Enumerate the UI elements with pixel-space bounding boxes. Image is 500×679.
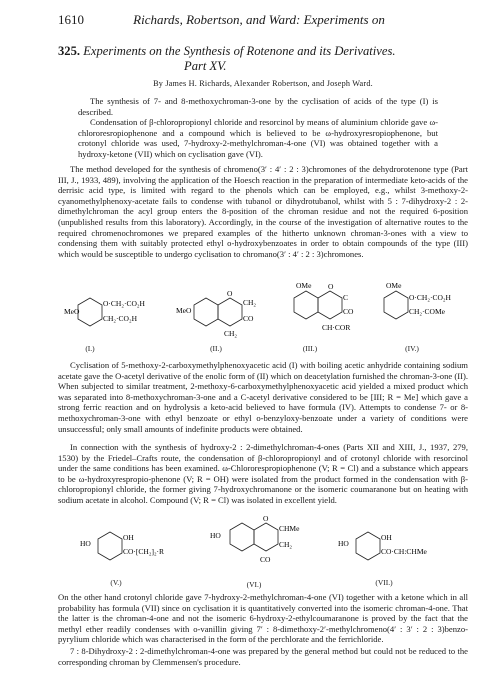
structure-I-drawing [64,290,164,340]
article-number: 325. [58,44,81,58]
structure-III-o: O [328,282,334,291]
structure-II-label: (II.) [210,344,222,353]
structure-IV-label: (IV.) [405,344,419,353]
structure-VII-label: (VII.) [375,578,393,587]
structure-IV-sub1: O·CH₂·CO₂H [409,293,451,302]
structure-III-chcor: CH·COR [322,323,351,332]
structure-III-c: C [343,293,349,302]
structure-III [280,280,360,344]
structure-II-ch2a: CH₂ [243,298,257,307]
structure-VI-ch2: CH₂ [279,540,293,549]
structure-II [176,288,256,344]
authors: By James H. Richards, Alexander Robertson, and Joseph Ward. [153,79,373,88]
structure-VII-ho: HO [338,539,349,548]
structure-II-ch2b: CH₂ [224,329,238,338]
abstract-paragraph: Condensation of β-chloropropionyl chloride and resorcinol by means of aluminium chloride gave ω-chlororesropiophenone and a compound which is believed to be ω-hydroxyresropiophenone, but crotonyl chloride was used, 7-hydroxy-2-methylchroman-4-one (VI) was obtained together with a hydroxy-ketone (VII) which on cyclisation gave (VI). [78,117,438,159]
structure-VI-o: O [263,514,269,523]
structure-VII [338,524,468,574]
body-paragraph-2: Cyclisation of 5-methoxy-2-carboxymethylphenoxyacetic acid (I) with boiling acetic anhydride containing sodium acetate gave the O-acetyl derivative of the enolic form of (II) which on deacetylation furnished the chroman-3-one (II). When subjected to similar treatment, 2-methoxy-6-carboxymethylphenoxyacetic acid yielded a mixed product which was separated into 8-methoxychroman-3-one and a C-acetyl derivative considered to be [III; R = Me] which gave a strong ferric reaction and on hydrolysis a keto-acid believed to have formula (IV). Attempts to condense 7- or 8-methoxychroman-3-one with ethyl benzoate or ethyl o-benzyloxy-benzoate under a variety of conditions were unsuccessful; only small amounts of indefinite products were obtained. [58,360,468,434]
page-number: 1610 [58,12,84,27]
running-header [58,12,460,30]
running-title: Richards, Robertson, and Ward: Experiments on [133,12,385,27]
structure-I-meo: MeO [64,307,80,316]
structure-V-ho: HO [80,539,91,548]
structure-V-cor: CO·[CH₂]₂·R [123,547,165,556]
structure-V-oh: OH [123,533,134,542]
abstract-paragraph: The synthesis of 7- and 8-methoxychroman-3-one by the cyclisation of acids of the type (I) is described. [78,96,438,117]
article-part: Part XV. [184,59,227,73]
structure-V [80,524,190,574]
structure-I-sub1: O·CH₂·CO₂H [103,299,145,308]
structure-VII-cochchme: CO·CH:CHMe [381,547,427,556]
body-paragraph-1: The method developed for the synthesis of chromeno(3′ : 4′ : 2 : 3)chromones of the dehydrorotenone type (Part III, J., 1933, 489), involving the application of the Hoesch reaction in the preparation of intermediate keto-acids of the derrisic acid type, is limited with regard to the phenols which can be employed, e.g., whilst 3-methoxy-2-cyanomethylphenoxy-acetate fails to condense with tubanol or dihydrotubanol, whilst with 5 : 7-dihydroxy-2 : 2-dimethylchroman the acyl group enters the 8-position of the chroman residue and not the required 6-position (unpublished results from this laboratory). Accordingly, in the course of the investigation of alternative routes to the required chromenochromones we prepared examples of the hitherto unknown chroman-3-ones with a view to condensing them with suitably protected ethyl o-hydroxybenzoates in order to obtain compounds of the type (III) which would be susceptible to undergo cyclisation to chromano(3′ : 4′ : 2 : 3)chromones. [58,164,468,259]
structure-V-drawing [80,524,190,574]
article-title [58,44,468,74]
structure-I-label: (I.) [85,344,95,353]
structure-IV-ome: OMe [386,281,402,290]
structure-VI [200,516,310,580]
structure-II-drawing [176,288,256,344]
structure-VII-drawing [338,524,468,574]
structure-III-drawing [280,280,360,344]
structure-II-meo: MeO [176,306,192,315]
structure-II-o: O [227,289,233,298]
body-paragraph-3: In connection with the synthesis of hydroxy-2 : 2-dimethylchroman-4-ones (Parts XII and XIII, J., 1937, 279, 1530) by the Friedel–Crafts route, the condensation of β-chloropropionyl and of crotonyl chloride with resorcinol under the same conditions has been examined. ω-Chlororespropiophenone (V; R = Cl) and a substance which appears to be ω-hydroxyrespropio-phenone (V; R = OH) were isolated from the product formed in the condensation with β-chloropropionyl chloride, the former giving 7-hydroxychromanone or the isomeric coumaranone but on heating with sodium acetate in alcohol. Compound (V; R = Cl) was isolated in excellent yield. [58,442,468,505]
article-title-text: Experiments on the Synthesis of Rotenone and its Derivatives. [83,44,396,58]
structure-VI-drawing [200,516,310,580]
structure-VI-co: CO [260,555,271,564]
structure-III-label: (III.) [302,344,318,353]
structure-III-ome: OMe [296,281,312,290]
structure-VI-chme: CHMe [279,524,300,533]
structure-I [64,290,164,340]
structure-I-sub2: CH₂·CO₂H [103,314,137,323]
structure-VI-ho: HO [210,531,221,540]
body-paragraph-4: On the other hand crotonyl chloride gave 7-hydroxy-2-methylchroman-4-one (VI) together with a ketone which in all probability has formula (VII) since on cyclisation it is quantitatively converted into the isomeric chroman-4-one. That the latter is the chroman-4-one and not the isomeric 6-hydroxy-2-ethylcoumaranone is proved by the fact that the methyl ether readily condenses with o-vanillin giving 7′ : 8-dimethoxy-2′-methylchromeno(4′ : 3′ : 2 : 3)benzo-pyrylium chloride which was characterised in the form of the perchlorate and the ferrichloride. [58,592,468,645]
body-paragraph-5: 7 : 8-Dihydroxy-2 : 2-dimethylchroman-4-one was prepared by the general method but could not be reduced to the corresponding chroman by Clemmensen's procedure. [58,646,468,667]
structure-IV [364,280,474,340]
structure-VI-label: (VI.) [246,580,262,589]
structure-III-co: CO [343,307,354,316]
structure-IV-sub2: CH₂·COMe [409,307,445,316]
structure-V-label: (V.) [110,578,122,587]
abstract [78,96,438,160]
structure-VII-oh: OH [381,533,392,542]
structure-IV-drawing [364,280,474,340]
structure-II-co: CO [243,314,254,323]
